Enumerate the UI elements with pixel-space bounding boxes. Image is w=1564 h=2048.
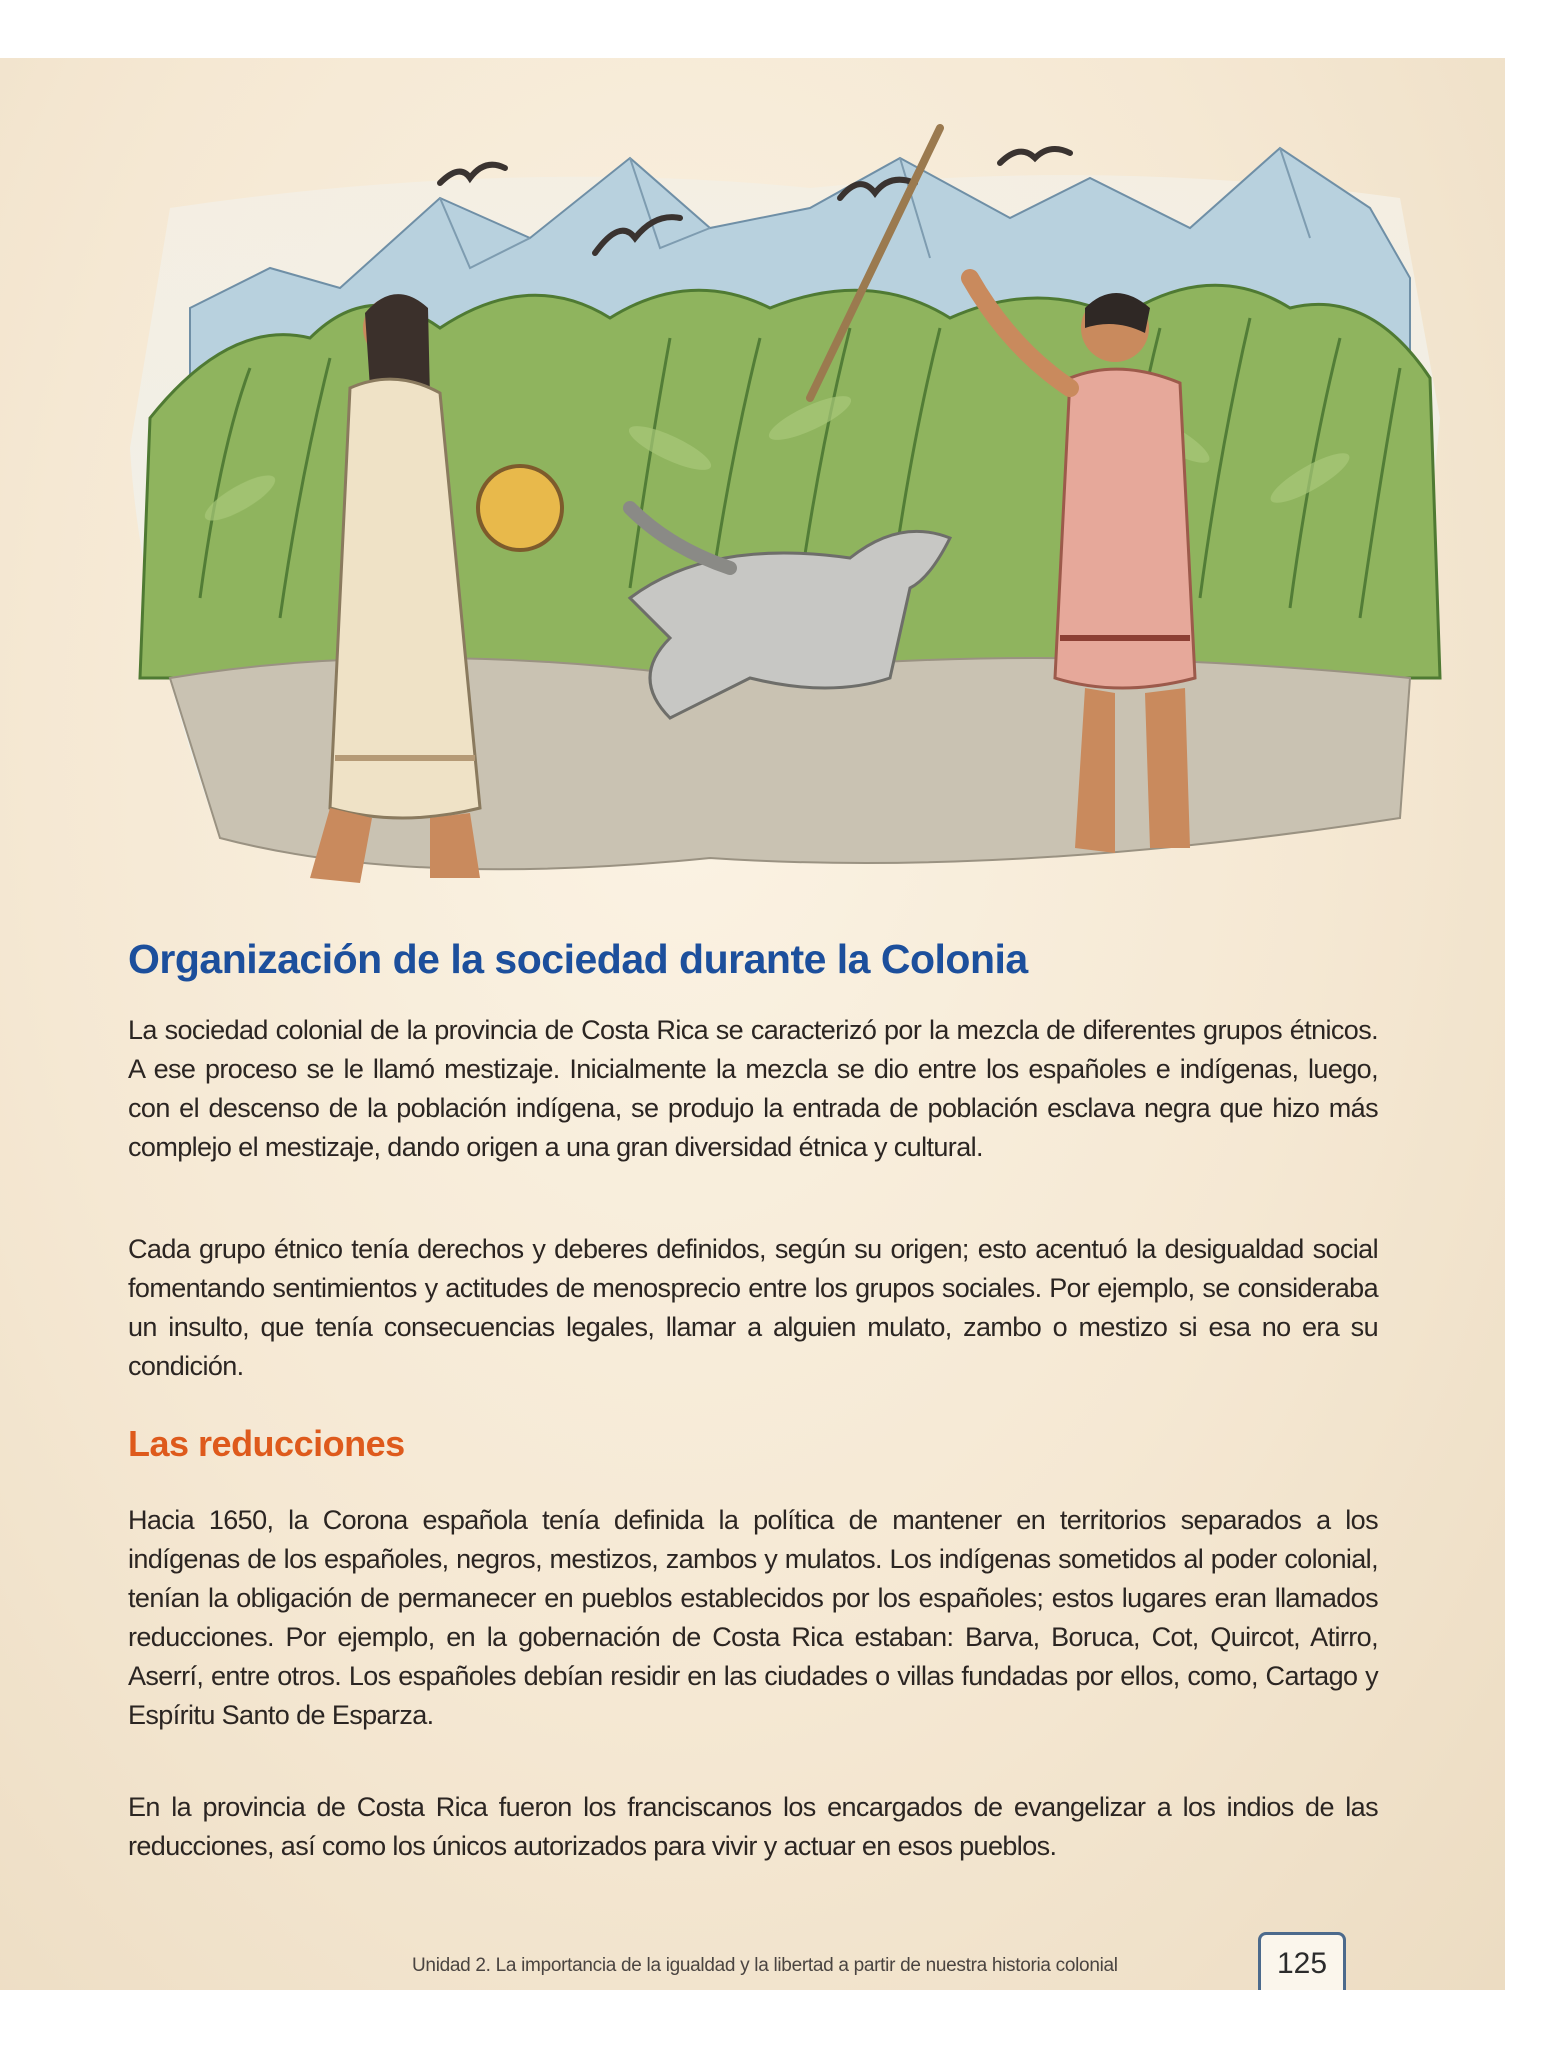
paragraph-franciscans: [128, 1788, 1378, 1866]
paragraph-ethnic-rights: [128, 1230, 1378, 1386]
page-number: 125: [1258, 1932, 1346, 1990]
book-page: [0, 58, 1505, 1990]
paragraph-text: Hacia 1650, la Corona española tenía definida la política de mantener en territorios separados a los indígenas de los españoles, negros, mestizos, zambos y mulatos. Los indígenas sometidos al poder colonial, tenían la obligación de permanecer en pueblos establecidos por los españoles; estos lugares eran llamados reducciones. Por ejemplo, en la gobernación de Costa Rica estaban: Barva, Boruca, Cot, Quircot, Atirro, Aserrí, entre otros. Los españoles debían residir en las ciudades o villas fundadas por ellos, como, Cartago y Espíritu Santo de Esparza.: [128, 1505, 1378, 1730]
heading-reducciones: Las reducciones: [128, 1423, 405, 1464]
paragraph-text: La sociedad colonial de la provincia de Costa Rica se caracterizó por la mezcla de diferentes grupos étnicos. A ese proceso se le llamó mestizaje. Inicialmente la mezcla se dio entre los españoles e indígenas, luego, con el descenso de la población indígena, se produjo la entrada de población esclava negra que hizo más complejo el mestizaje, dando origen a una gran diversidad étnica y cultural.: [128, 1015, 1378, 1162]
illustration-svg: [110, 118, 1450, 908]
paragraph-text: En la provincia de Costa Rica fueron los franciscanos los encargados de evangelizar a los indios de las reducciones, así como los únicos autorizados para vivir y actuar en esos pueblos.: [128, 1792, 1378, 1861]
heading-society-organization: Organización de la sociedad durante la Colonia: [128, 936, 1028, 982]
cornfield-illustration: [110, 118, 1450, 908]
paragraph-text: Cada grupo étnico tenía derechos y deberes definidos, según su origen; esto acentuó la desigualdad social fomentando sentimientos y actitudes de menosprecio entre los grupos sociales. Por ejemplo, se consideraba un insulto, que tenía consecuencias legales, llamar a alguien mulato, zambo o mestizo si esa no era su condición.: [128, 1234, 1378, 1381]
footer-unit-text: Unidad 2. La importancia de la igualdad y la libertad a partir de nuestra historia colonial: [412, 1955, 1118, 1976]
paragraph-reducciones-policy: [128, 1501, 1378, 1735]
paragraph-mestizaje: [128, 1011, 1378, 1167]
